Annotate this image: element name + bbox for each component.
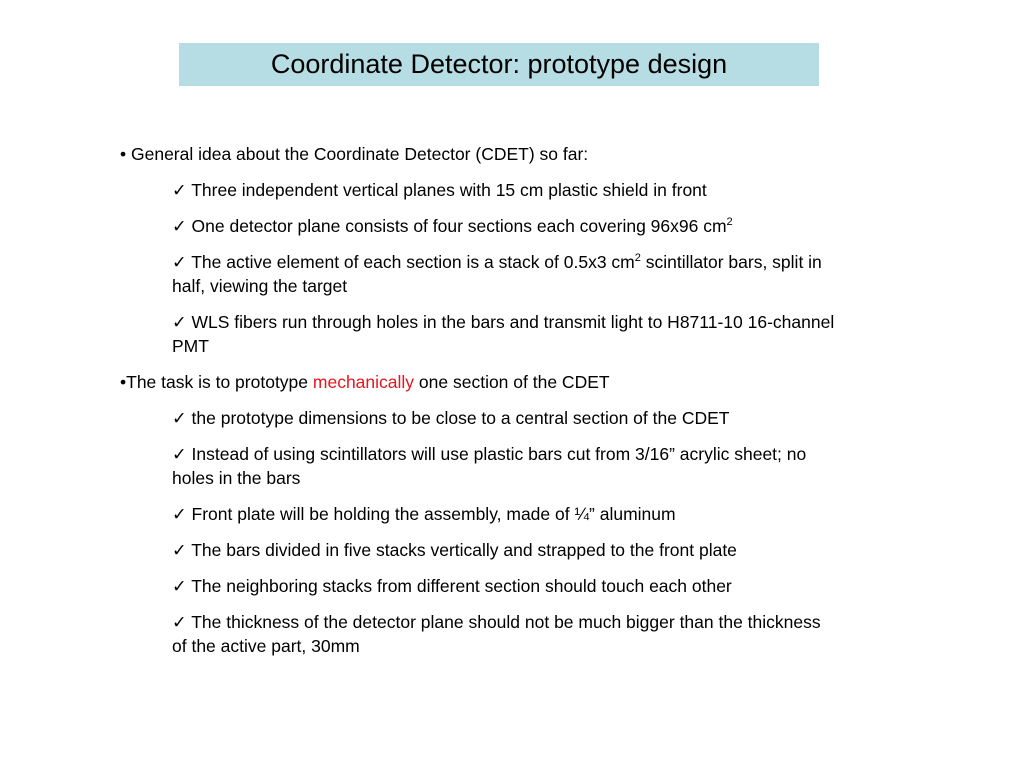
bullet-task <box>120 370 840 394</box>
sub-bullet-wls-fibers: ✓ WLS fibers run through holes in the bars and transmit light to H8711-10 16-channel PMT <box>172 312 835 356</box>
superscript: 2 <box>634 252 641 265</box>
sub-bullet-text: ✓ The active element of each section is a stack of 0.5x3 cm <box>172 252 635 272</box>
highlighted-word: mechanically <box>312 372 415 392</box>
bullet-general-idea: • General idea about the Coordinate Detector (CDET) so far: <box>120 144 589 164</box>
sub-bullet-four-sections <box>172 214 840 238</box>
sub-bullet-thickness: ✓ The thickness of the detector plane should not be much bigger than the thickness of the active part, 30mm <box>172 612 821 656</box>
sub-bullet-text: ✓ One detector plane consists of four sections each covering 96x96 cm <box>172 216 727 236</box>
bullet-text: •The task is to prototype <box>120 372 313 392</box>
sub-bullet-front-plate: ✓ Front plate will be holding the assembly, made of ¼” aluminum <box>172 504 676 524</box>
sub-bullet-dimensions: ✓ the prototype dimensions to be close to a central section of the CDET <box>172 408 730 428</box>
superscript: 2 <box>726 216 733 229</box>
sub-bullet-five-stacks: ✓ The bars divided in five stacks vertically and strapped to the front plate <box>172 540 737 560</box>
sub-bullet-neighboring-stacks: ✓ The neighboring stacks from different section should touch each other <box>172 576 732 596</box>
sub-bullet-independent-planes: ✓ Three independent vertical planes with 15 cm plastic shield in front <box>172 180 707 200</box>
slide-content <box>120 142 840 670</box>
title-banner <box>179 43 819 86</box>
sub-bullet-text-continued: scintillator bars, split in half, viewing the target <box>172 252 822 296</box>
sub-bullet-active-element <box>172 250 840 298</box>
sub-bullet-plastic-bars: ✓ Instead of using scintillators will use plastic bars cut from 3/16” acrylic sheet; no holes in the bars <box>172 444 807 488</box>
bullet-text-continued: one section of the CDET <box>414 372 610 392</box>
slide-title: Coordinate Detector: prototype design <box>270 49 728 79</box>
